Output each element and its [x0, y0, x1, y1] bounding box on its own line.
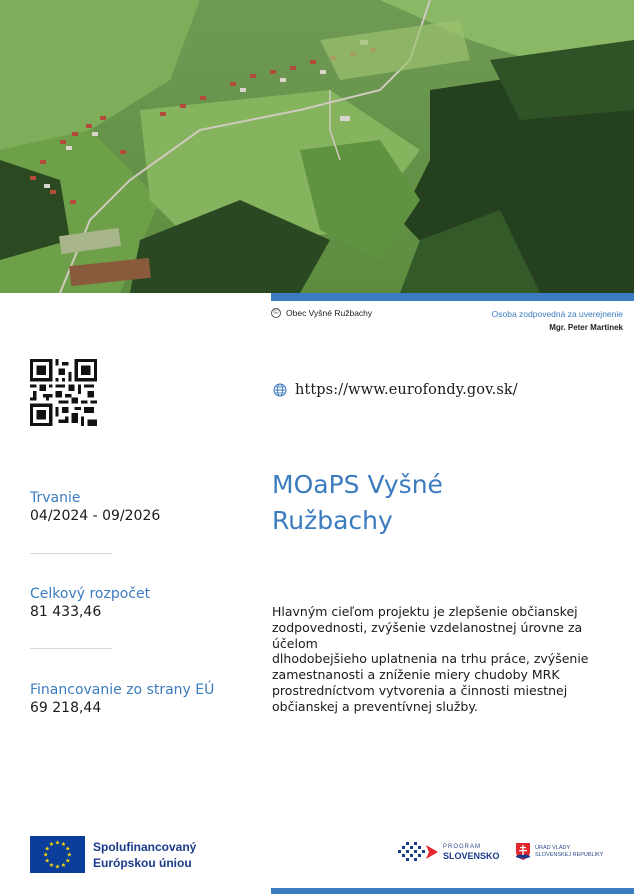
government-office-logo: [516, 843, 603, 860]
program-label: PROGRAM: [443, 844, 482, 850]
budget-value: 81 433,46: [30, 604, 102, 620]
duration-value: 04/2024 - 09/2026: [30, 508, 161, 524]
description-line: zamestnanosti a zníženie miery chudoby MRK: [272, 667, 560, 683]
divider: [30, 553, 112, 554]
svg-text:★: ★: [65, 857, 71, 865]
svg-text:★: ★: [54, 863, 61, 871]
website-link-row[interactable]: [273, 382, 518, 398]
gov-logo-line: SLOVENSKEJ REPUBLIKY: [535, 851, 604, 858]
duration-label: Trvanie: [30, 490, 81, 506]
eu-logo-line: Európskou úniou: [93, 855, 192, 870]
accent-bar-top: [271, 293, 634, 301]
program-slovensko-icon: [398, 841, 438, 863]
program-name: SLOVENSKO: [443, 851, 500, 861]
hero-photo: [0, 0, 634, 293]
budget-label: Celkový rozpočet: [30, 586, 151, 602]
program-slovensko-logo: [398, 841, 500, 863]
description-line: dlhodobejšieho uplatnenia na trhu práce, zvýšenie: [272, 651, 589, 667]
description-line: prostredníctvom vytvorenia a činnosti miestnej: [272, 682, 568, 698]
budget-block: [30, 585, 150, 621]
eu-flag-icon: [30, 836, 85, 873]
description-line: občianskej a preventívnej služby.: [272, 698, 478, 714]
eu-funding-value: 69 218,44: [30, 700, 102, 716]
website-url[interactable]: https://www.eurofondy.gov.sk/: [295, 382, 518, 398]
globe-icon: [273, 383, 287, 397]
project-title-line: MOaPS Vyšné: [272, 470, 443, 499]
responsible-person: [492, 309, 623, 332]
responsible-name: Mgr. Peter Martinek: [549, 323, 623, 332]
svg-text:★: ★: [65, 845, 71, 853]
description-line: zodpovednosti, zvýšenie vzdelanostnej úrovne za: [272, 619, 583, 635]
photo-credit: [271, 308, 372, 318]
svg-text:★: ★: [60, 862, 67, 869]
aerial-village-illustration: [0, 0, 634, 293]
svg-text:★: ★: [43, 851, 49, 859]
eu-funding-block: [30, 681, 214, 717]
project-description: [272, 604, 602, 715]
copyright-icon: ©: [271, 308, 281, 318]
accent-bar-bottom: [271, 888, 634, 894]
gov-logo-line: ÚRAD VLÁDY: [535, 844, 571, 851]
svg-text:★: ★: [54, 839, 61, 847]
eu-logo-line: Spolufinancovaný: [93, 839, 197, 854]
project-title-line: Ružbachy: [272, 506, 393, 535]
photo-credit-text: Obec Vyšné Ružbachy: [286, 308, 373, 318]
divider: [30, 648, 112, 649]
svg-text:★: ★: [66, 851, 72, 859]
svg-text:★: ★: [60, 841, 67, 848]
svg-text:★: ★: [44, 845, 50, 853]
slovak-coat-of-arms-icon: [516, 843, 530, 860]
project-title: [272, 467, 572, 539]
svg-text:★: ★: [48, 862, 55, 869]
description-line: Hlavným cieľom projektu je zlepšenie občianskej: [272, 604, 578, 619]
svg-text:★: ★: [48, 841, 55, 848]
eu-cofunded-logo: [30, 836, 196, 873]
description-line: účelom: [272, 635, 318, 651]
qr-code-icon[interactable]: [30, 359, 97, 426]
eu-funding-label: Financovanie zo strany EÚ: [30, 682, 215, 698]
duration-block: [30, 489, 160, 525]
svg-text:★: ★: [44, 857, 50, 865]
responsible-label: Osoba zodpovedná za uverejnenie: [491, 309, 623, 319]
